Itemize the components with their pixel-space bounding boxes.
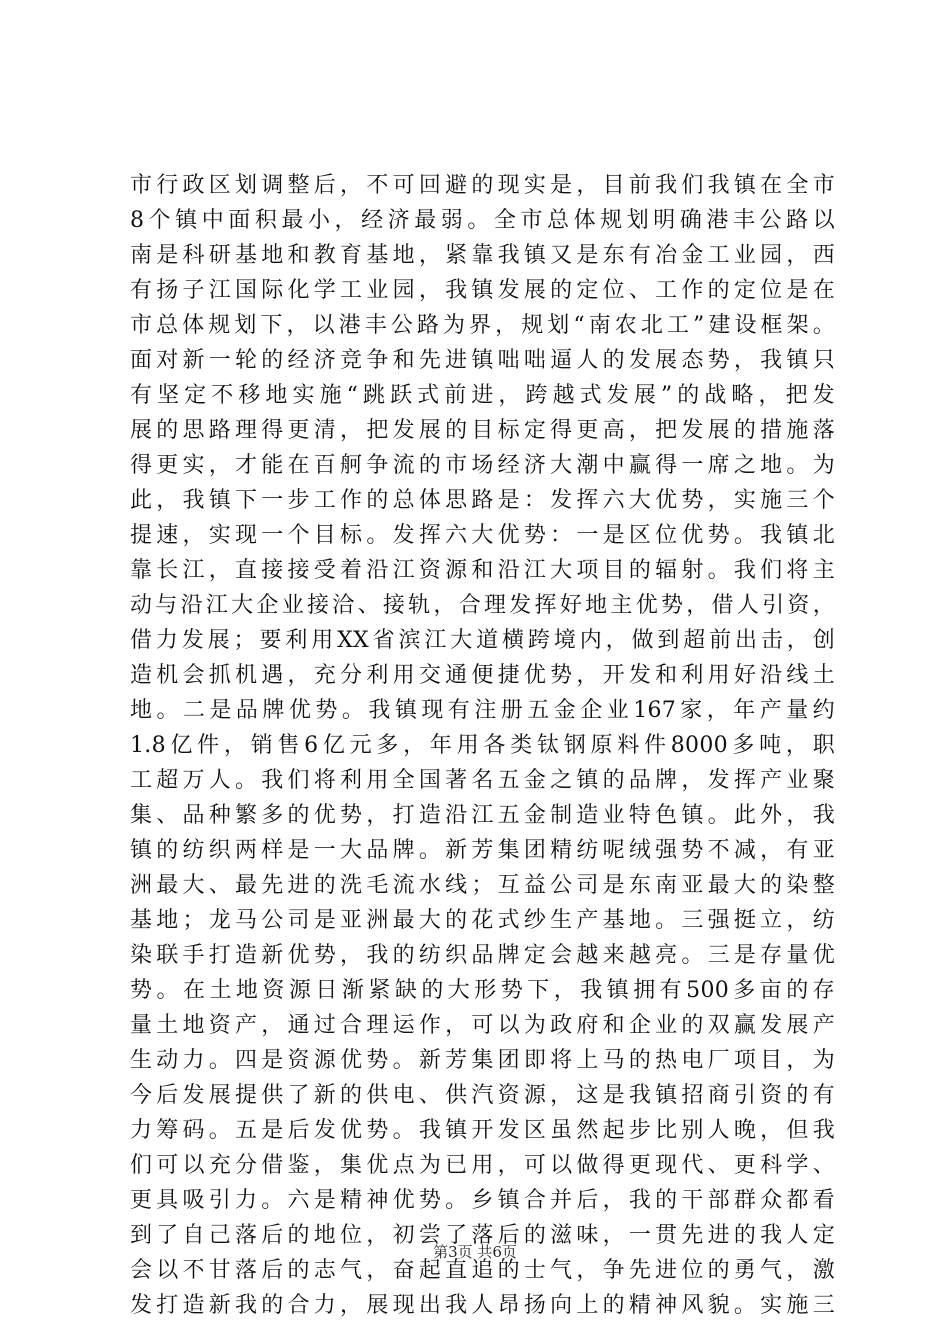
text-line: 展的思路理得更清，把发展的目标定得更高，把发展的措施落 (130, 418, 835, 443)
text-line: 提速，实现一个目标。发挥六大优势：一是区位优势。我镇北 (130, 523, 835, 548)
text-line: 此，我镇下一步工作的总体思路是：发挥六大优势，实施三个 (130, 488, 835, 513)
text-line: 到了自己落后的地位，初尝了落后的滋味，一贯先进的我人定 (130, 1223, 835, 1248)
text-line: 力筹码。五是后发优势。我镇开发区虽然起步比别人晚，但我 (130, 1118, 835, 1143)
text-line: 靠长江，直接接受着沿江资源和沿江大项目的辐射。我们将主 (130, 558, 835, 583)
text-line: 染联手打造新优势，我的纺织品牌定会越来越亮。三是存量优 (130, 943, 835, 968)
text-line: 量土地资产，通过合理运作，可以为政府和企业的双赢发展产 (130, 1013, 835, 1038)
text-line: 市总体规划下，以港丰公路为界，规划“南农北工”建设框架。 (130, 313, 835, 338)
text-line: 今后发展提供了新的供电、供汽资源，这是我镇招商引资的有 (130, 1083, 835, 1108)
text-line: 洲最大、最先进的洗毛流水线；互益公司是东南亚最大的染整 (130, 873, 835, 898)
text-line: 基地；龙马公司是亚洲最大的花式纱生产基地。三强挺立，纺 (130, 908, 835, 933)
text-line: 地。二是品牌优势。我镇现有注册五金企业167家，年产量约 (130, 698, 835, 723)
text-line: 生动力。四是资源优势。新芳集团即将上马的热电厂项目，为 (130, 1048, 835, 1073)
text-line: 镇的纺织两样是一大品牌。新芳集团精纺呢绒强势不减，有亚 (130, 838, 835, 863)
text-line: 市行政区划调整后，不可回避的现实是，目前我们我镇在全市 (130, 173, 835, 198)
body-text (130, 168, 835, 1323)
text-line: 发打造新我的合力，展现出我人昂扬向上的精神风貌。实施三 (130, 1293, 835, 1318)
page-number-footer: 第3页 共6页 (433, 1243, 517, 1261)
text-line: 南是科研基地和教育基地，紧靠我镇又是东有冶金工业园，西 (130, 243, 835, 268)
text-line: 有扬子江国际化学工业园，我镇发展的定位、工作的定位是在 (130, 278, 835, 303)
text-line: 工超万人。我们将利用全国著名五金之镇的品牌，发挥产业聚 (130, 768, 835, 793)
text-line: 更具吸引力。六是精神优势。乡镇合并后，我的干部群众都看 (130, 1188, 835, 1213)
text-line: 面对新一轮的经济竞争和先进镇咄咄逼人的发展态势，我镇只 (130, 348, 835, 373)
text-line: 有坚定不移地实施“跳跃式前进，跨越式发展”的战略，把发 (130, 383, 835, 408)
text-line: 8个镇中面积最小，经济最弱。全市总体规划明确港丰公路以 (130, 208, 835, 233)
text-line: 势。在土地资源日渐紧缺的大形势下，我镇拥有500多亩的存 (130, 978, 835, 1003)
text-line: 得更实，才能在百舸争流的市场经济大潮中赢得一席之地。为 (130, 453, 835, 478)
text-line: 借力发展；要利用XX省滨江大道横跨境内，做到超前出击，创 (130, 628, 835, 653)
text-line: 动与沿江大企业接洽、接轨，合理发挥好地主优势，借人引资， (130, 593, 835, 618)
text-line: 1.8亿件，销售6亿元多，年用各类钛钢原料件8000多吨，职 (130, 733, 835, 758)
text-line: 们可以充分借鉴，集优点为已用，可以做得更现代、更科学、 (130, 1153, 835, 1178)
text-line: 集、品种繁多的优势，打造沿江五金制造业特色镇。此外，我 (130, 803, 835, 828)
text-line: 造机会抓机遇，充分利用交通便捷优势，开发和利用好沿线土 (130, 663, 835, 688)
text-line: 会以不甘落后的志气，奋起直追的士气，争先进位的勇气，激 (130, 1258, 835, 1283)
